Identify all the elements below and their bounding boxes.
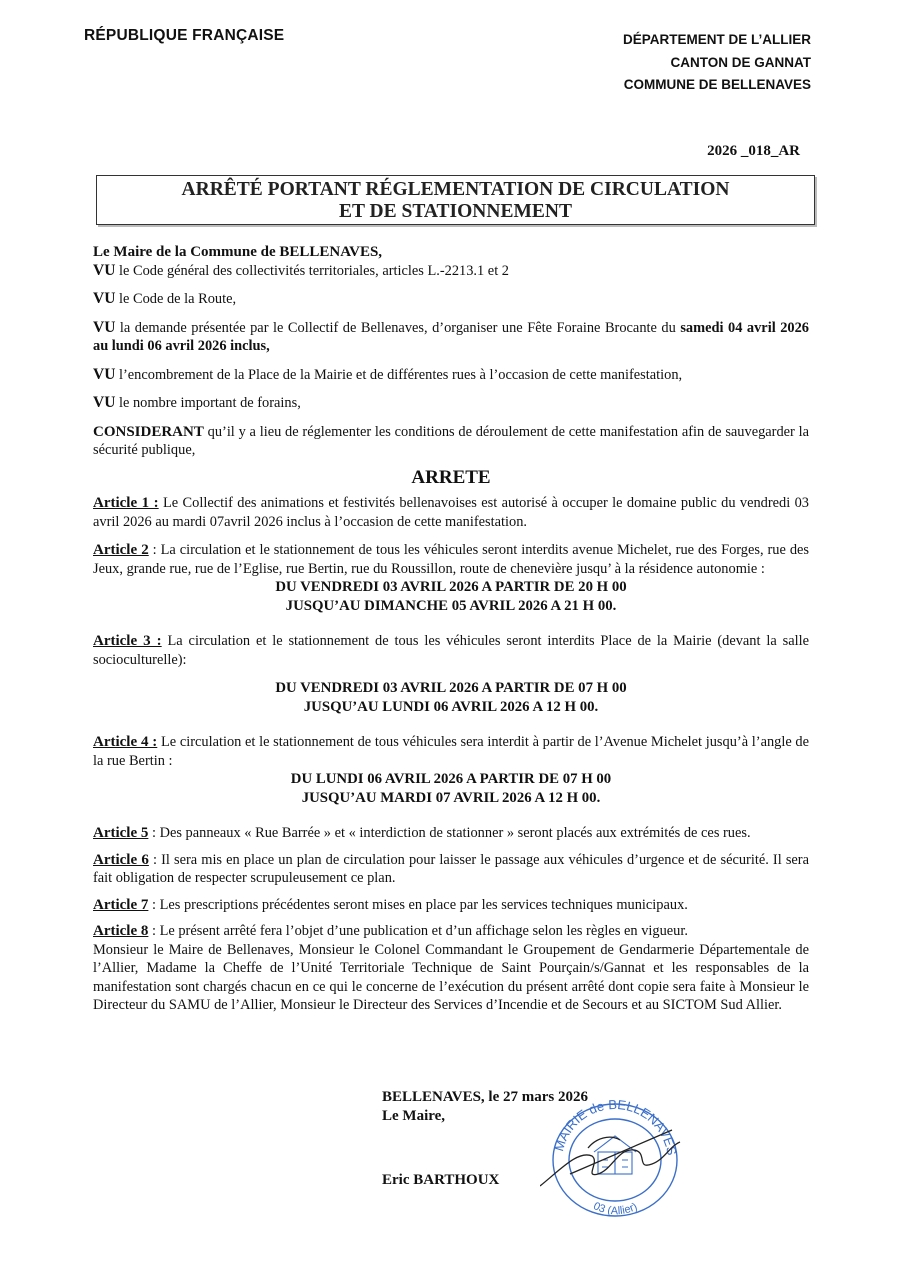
article-label: Article 5 xyxy=(93,825,149,841)
department-line: DÉPARTEMENT DE L’ALLIER xyxy=(622,32,811,47)
signature-place-date: BELLENAVES, le 27 mars 2026 xyxy=(382,1089,589,1105)
article-text: : Le présent arrêté fera l’objet d’une publication et d’un affichage selon les règles en vigueur. xyxy=(148,923,688,939)
vu-item-3 xyxy=(93,319,809,356)
mayor-line: Le Maire de la Commune de BELLENAVES, xyxy=(93,244,383,260)
commune-line: COMMUNE DE BELLENAVES xyxy=(623,77,811,92)
date-to: JUSQU’AU LUNDI 06 AVRIL 2026 A 12 H 00. xyxy=(303,699,599,715)
article-label: Article 1 : xyxy=(93,495,159,511)
article-label: Article 4 : xyxy=(93,734,158,750)
mairie-stamp-seal xyxy=(540,1090,690,1220)
date-from: DU VENDREDI 03 AVRIL 2026 A PARTIR DE 20 H 00 xyxy=(275,579,627,595)
decree-reference: 2026 _018_AR xyxy=(707,143,800,159)
stamp-top-text: MAIRIE de BELLENAVES xyxy=(551,1096,680,1157)
canton-line: CANTON DE GANNAT xyxy=(670,54,811,70)
title-line-2: ET DE STATIONNEMENT xyxy=(339,201,572,222)
vu-item-5 xyxy=(93,394,809,413)
article-text: : Des panneaux « Rue Barrée » et « interdiction de stationner » seront placés aux extrémités de ces rues. xyxy=(148,825,751,841)
article-text: Le circulation et le stationnement de tous véhicules sera interdit à partir de l’Avenue Michelet jusqu’à l’angle de la rue Bertin : xyxy=(93,734,809,769)
article-8-execution: Monsieur le Maire de Bellenaves, Monsieur le Colonel Commandant le Groupement de Gendarmerie Départementale de l’Allier, Madame la Cheffe de l’Unité Territoriale Technique de Saint Pourçain/s/Gannat et les responsables de la manifestation sont chargés chacun en ce qui le concerne de l’exécution du présent arrêté dont copie sera faite à Monsieur le Directeur du SAMU de l’Allier, Monsieur le Directeur des Services d’Incendie et de Secours et au SICTOM Sud Allier. xyxy=(93,941,809,1013)
department-heading xyxy=(623,29,811,97)
signer-name: Eric BARTHOUX xyxy=(382,1172,500,1188)
vu-label: VU xyxy=(93,261,116,279)
article-6 xyxy=(93,851,809,888)
vu-text: le Code général des collectivités territoriales, articles L.-2213.1 et 2 xyxy=(115,262,509,279)
title-line-1: ARRÊTÉ PORTANT RÉGLEMENTATION DE CIRCULATION xyxy=(181,179,730,200)
vu-label: VU xyxy=(93,290,116,307)
vu-label: VU xyxy=(93,365,116,383)
date-from: DU LUNDI 06 AVRIL 2026 A PARTIR DE 07 H 00 xyxy=(290,771,612,787)
article-label: Article 3 : xyxy=(93,633,162,649)
stamp-bottom-text: 03 (Allier) xyxy=(591,1200,640,1218)
vu-label: VU xyxy=(93,394,116,411)
article-label: Article 6 xyxy=(93,851,149,868)
vu-event-dates: samedi 04 avril 2026 au lundi 06 avril 2026 inclus, xyxy=(93,319,809,354)
arrete-heading: ARRETE xyxy=(411,466,491,488)
signature-role: Le Maire, xyxy=(382,1108,446,1124)
article-3-dates xyxy=(93,679,809,717)
article-1 xyxy=(93,494,809,531)
vu-text: le Code de la Route, xyxy=(115,291,237,307)
article-text: Le Collectif des animations et festivités bellenavoises est autorisé à occuper le domaine public du vendredi 03 avril 2026 au mardi 07avril 2026 inclus à l’occasion de cette manifestation. xyxy=(93,495,809,530)
considerant-text: qu’il y a lieu de réglementer les conditions de déroulement de cette manifestation afin de sauvegarder la sécurité publique, xyxy=(93,423,809,458)
date-from: DU VENDREDI 03 AVRIL 2026 A PARTIR DE 07 H 00 xyxy=(275,680,627,696)
considerant-label: CONSIDERANT xyxy=(93,423,204,440)
decree-title xyxy=(96,175,815,225)
vu-item-1 xyxy=(93,262,809,281)
considerant-item xyxy=(93,423,809,460)
article-2 xyxy=(93,541,809,578)
article-label: Article 8 xyxy=(93,923,149,939)
article-label: Article 7 xyxy=(93,896,149,913)
date-to: JUSQU’AU DIMANCHE 05 AVRIL 2026 A 21 H 00. xyxy=(285,598,617,614)
article-4-dates xyxy=(93,770,809,808)
article-7 xyxy=(93,896,809,915)
article-label: Article 2 xyxy=(93,542,149,558)
article-text: : La circulation et le stationnement de tous les véhicules seront interdits avenue Michelet, rue des Forges, rue des Jeux, grande rue, rue de l’Eglise, rue Bertin, rue du Roussillon, route de chenevière jusqu’ à la résidence autonomie : xyxy=(93,542,810,577)
vu-item-4 xyxy=(93,366,809,385)
article-4 xyxy=(93,733,809,770)
vu-text: l’encombrement de la Place de la Mairie et de différentes rues à l’occasion de cette manifestation, xyxy=(115,366,683,383)
vu-item-2 xyxy=(93,290,809,309)
article-text: : Il sera mis en place un plan de circulation pour laisser le passage aux véhicules d’urgence et de sécurité. Il sera fait obligation de respecter scrupuleusement ce plan. xyxy=(93,851,809,886)
republic-heading: RÉPUBLIQUE FRANÇAISE xyxy=(84,27,285,44)
article-3 xyxy=(93,632,809,669)
vu-label: VU xyxy=(93,318,116,336)
article-2-dates xyxy=(93,578,809,616)
vu-text: le nombre important de forains, xyxy=(115,395,301,411)
date-to: JUSQU’AU MARDI 07 AVRIL 2026 A 12 H 00. xyxy=(301,790,601,806)
vu-text: la demande présentée par le Collectif de Bellenaves, d’organiser une Fête Foraine Brocante du xyxy=(115,319,681,336)
decree-body xyxy=(93,243,809,1015)
article-text: La circulation et le stationnement de tous les véhicules seront interdits Place de la Mairie (devant la salle socioculturelle): xyxy=(93,633,809,668)
article-8 xyxy=(93,922,809,941)
article-5 xyxy=(93,824,809,843)
article-text: : Les prescriptions précédentes seront mises en place par les services techniques municipaux. xyxy=(148,896,688,913)
